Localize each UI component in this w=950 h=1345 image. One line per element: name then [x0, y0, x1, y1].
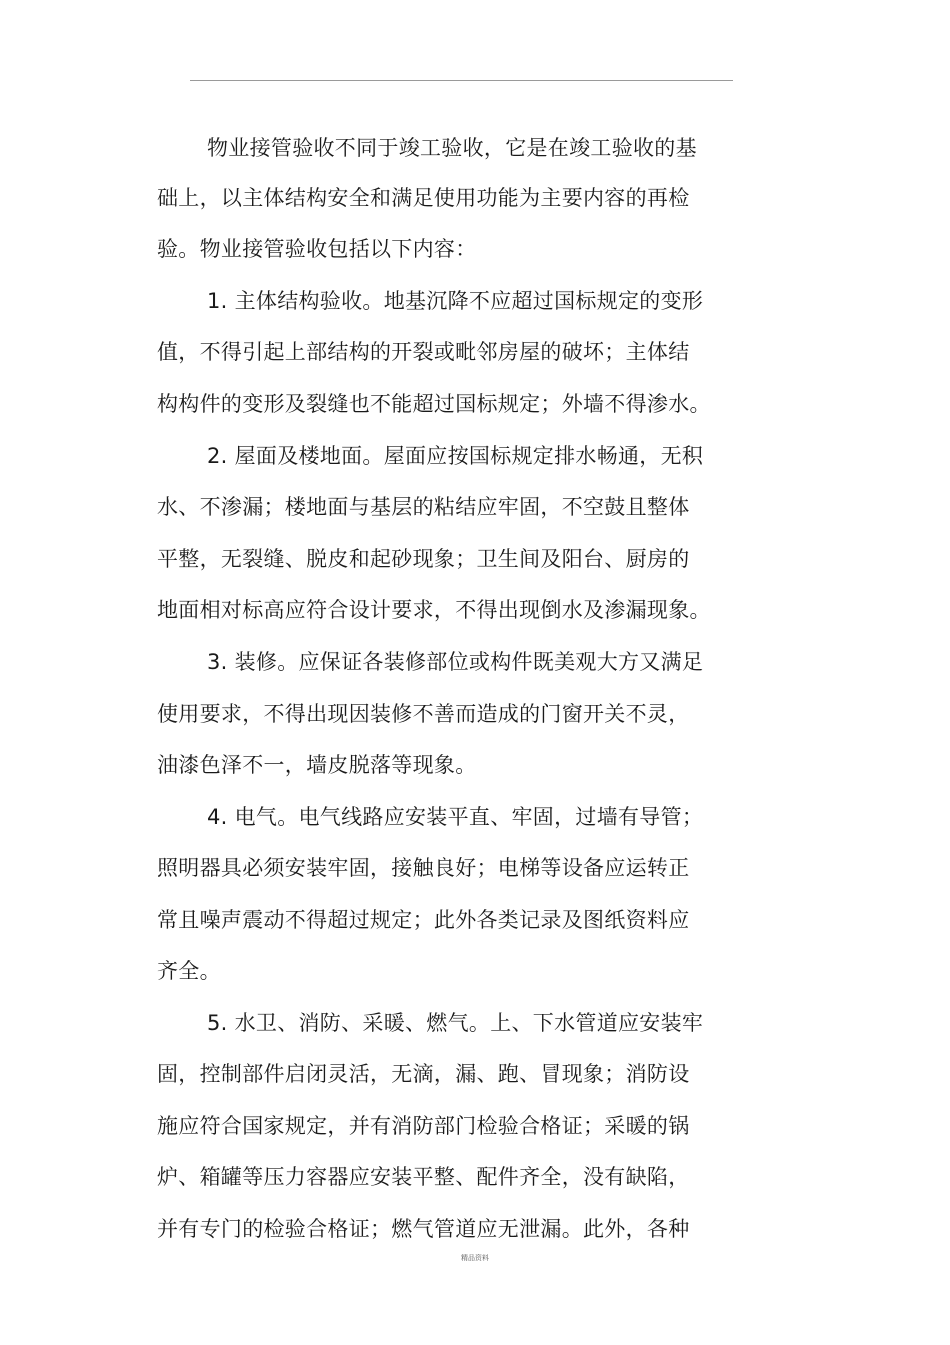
list-item-line: 施应符合国家规定，并有消防部门检验合格证；采暖的锅	[157, 1114, 690, 1138]
list-item-line: 常且噪声震动不得超过规定；此外各类记录及图纸资料应	[157, 908, 690, 932]
paragraph-line: 验。物业接管验收包括以下内容：	[157, 237, 477, 261]
page-footer: 精品资料	[461, 1254, 489, 1262]
list-item-line: 地面相对标高应符合设计要求，不得出现倒水及渗漏现象。	[157, 598, 711, 622]
list-item-line: 油漆色泽不一，墙皮脱落等现象。	[157, 753, 477, 777]
list-item-line: 照明器具必须安装牢固，接触良好；电梯等设备应运转正	[157, 856, 690, 880]
list-item-line: 水、不渗漏；楼地面与基层的粘结应牢固，不空鼓且整体	[157, 495, 690, 519]
list-item-line: 固，控制部件启闭灵活，无滴，漏、跑、冒现象；消防设	[157, 1062, 690, 1086]
list-item-line: 值，不得引起上部结构的开裂或毗邻房屋的破坏；主体结	[157, 340, 690, 364]
list-item-line: 4. 电气。电气线路应安装平直、牢固，过墙有导管；	[207, 805, 704, 829]
list-item-line: 3. 装修。应保证各装修部位或构件既美观大方又满足	[207, 650, 704, 674]
list-item-line: 使用要求，不得出现因装修不善而造成的门窗开关不灵，	[157, 702, 690, 726]
list-item-line: 并有专门的检验合格证；燃气管道应无泄漏。此外，各种	[157, 1217, 690, 1241]
list-item-line: 2. 屋面及楼地面。屋面应按国标规定排水畅通，无积	[207, 444, 704, 468]
header-rule	[190, 80, 733, 81]
paragraph-line: 物业接管验收不同于竣工验收，它是在竣工验收的基	[207, 136, 697, 160]
list-item-line: 齐全。	[157, 959, 221, 983]
list-item-line: 1. 主体结构验收。地基沉降不应超过国标规定的变形	[207, 289, 704, 313]
list-item-line: 构构件的变形及裂缝也不能超过国标规定；外墙不得渗水。	[157, 392, 711, 416]
list-item-line: 5. 水卫、消防、采暖、燃气。上、下水管道应安装牢	[207, 1011, 704, 1035]
list-item-line: 平整，无裂缝、脱皮和起砂现象；卫生间及阳台、厨房的	[157, 547, 690, 571]
paragraph-line: 础上，以主体结构安全和满足使用功能为主要内容的再检	[157, 186, 690, 210]
list-item-line: 炉、箱罐等压力容器应安装平整、配件齐全，没有缺陷，	[157, 1165, 690, 1189]
